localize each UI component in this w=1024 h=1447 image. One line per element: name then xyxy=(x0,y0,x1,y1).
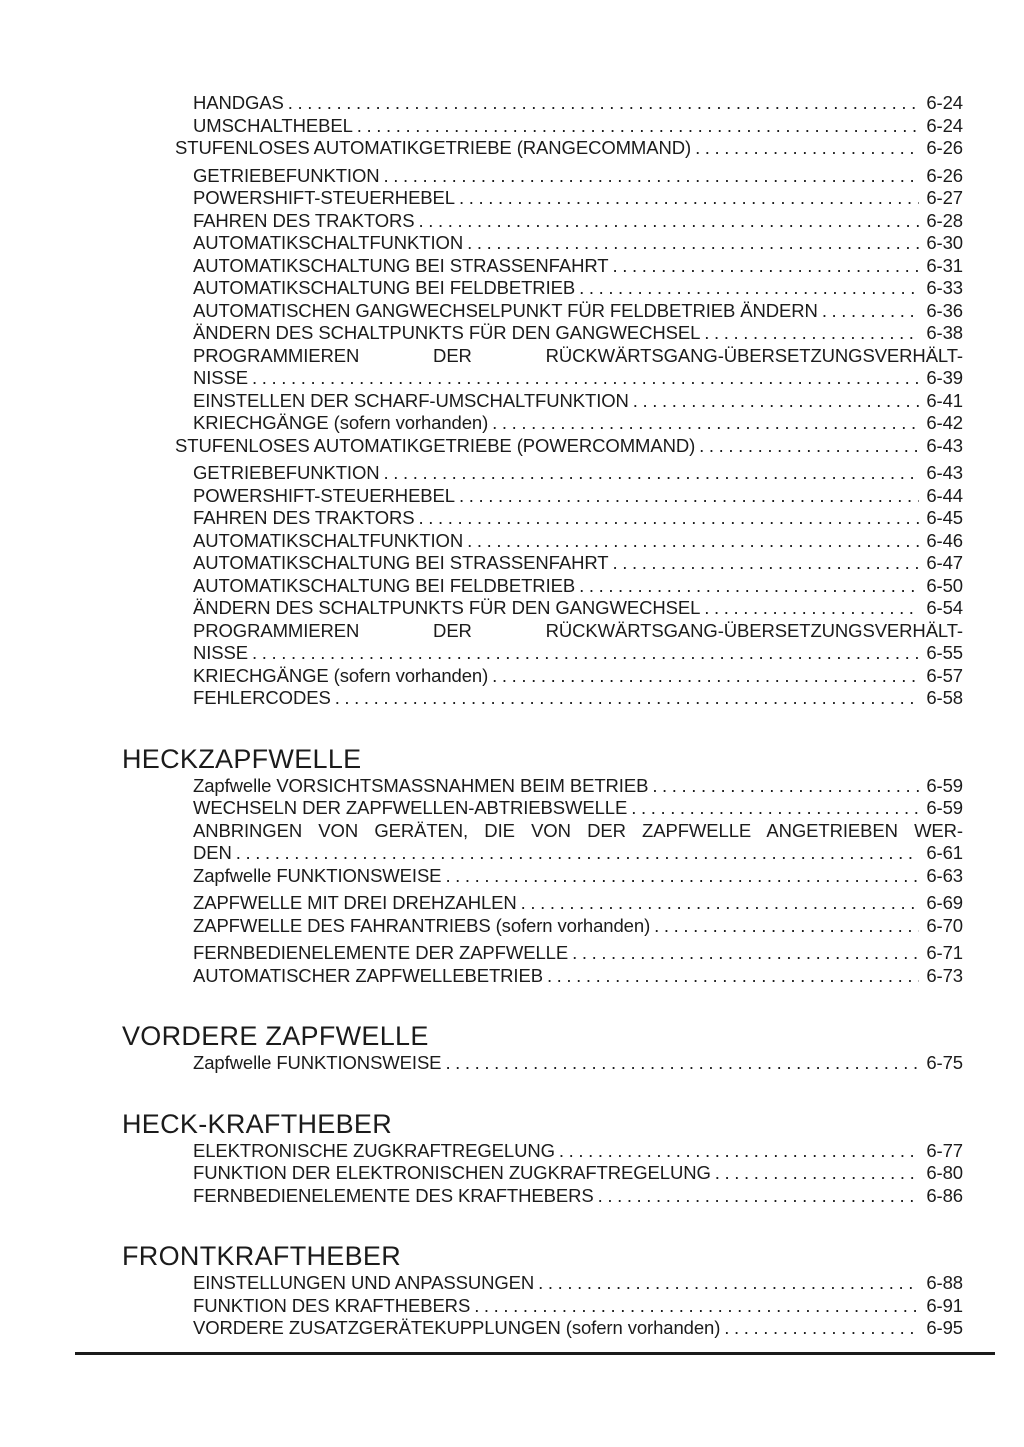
dot-leader xyxy=(695,137,919,160)
section-title: FRONTKRAFTHEBER xyxy=(122,1241,402,1271)
toc-entry xyxy=(193,165,963,188)
toc-entry xyxy=(193,530,963,553)
toc-entry-label: Zapfwelle VORSICHTSMASSNAHMEN BEIM BETRIEB xyxy=(193,774,649,796)
toc-entry-row xyxy=(193,965,963,988)
toc-entry-page: 6-24 xyxy=(926,92,963,113)
toc-entry-label: STUFENLOSES AUTOMATIKGETRIEBE (POWERCOMMAND) xyxy=(175,434,696,456)
toc-entry-row xyxy=(193,1052,963,1075)
toc-entry-page: 6-43 xyxy=(926,434,963,456)
toc-entry-label: Zapfwelle FUNKTIONSWEISE xyxy=(193,864,442,886)
toc-entry-label: NISSE xyxy=(193,367,249,388)
dot-leader xyxy=(467,232,919,255)
dot-leader xyxy=(579,277,919,300)
toc-entry-label: ELEKTRONISCHE ZUGKRAFTREGELUNG xyxy=(193,1139,555,1161)
toc-entry-page: 6-26 xyxy=(926,137,963,158)
toc-entry xyxy=(193,1140,963,1163)
toc-entry-row xyxy=(193,687,963,710)
toc-entry-label: FAHREN DES TRAKTORS xyxy=(193,209,415,231)
toc-entry-page: 6-28 xyxy=(926,209,963,231)
toc-entry xyxy=(193,210,963,233)
dot-leader xyxy=(598,1185,920,1208)
toc-entry-page: 6-45 xyxy=(926,507,963,528)
dot-leader xyxy=(384,462,920,485)
toc-entry xyxy=(193,277,963,300)
toc-entry-row xyxy=(193,187,963,210)
toc-entry-label: POWERSHIFT-STEUERHEBEL xyxy=(193,187,455,208)
toc-entry xyxy=(193,942,963,965)
toc-entry-row xyxy=(193,575,963,598)
dot-leader xyxy=(445,865,919,888)
toc-entry-row xyxy=(175,137,963,160)
dot-leader xyxy=(236,842,920,865)
footer-rule xyxy=(75,1352,995,1355)
toc-entry-label: AUTOMATIKSCHALTFUNKTION xyxy=(193,232,464,253)
toc-section xyxy=(0,745,963,988)
toc-entry-label: EINSTELLUNGEN UND ANPASSUNGEN xyxy=(193,1272,535,1293)
toc-entry-row xyxy=(193,412,963,435)
toc-entry-label: Zapfwelle FUNKTIONSWEISE xyxy=(193,1052,442,1073)
toc-entry xyxy=(193,965,963,988)
dot-leader xyxy=(633,390,920,413)
dot-leader xyxy=(652,775,919,798)
toc-entry xyxy=(193,1272,963,1295)
toc-entry-label: FAHREN DES TRAKTORS xyxy=(193,507,415,528)
toc-entry-row xyxy=(193,300,963,323)
toc-entry-page: 6-27 xyxy=(926,187,963,208)
section-title: HECK-KRAFTHEBER xyxy=(122,1108,393,1139)
toc-entry-row xyxy=(193,775,963,798)
toc-entry-row xyxy=(193,1185,963,1208)
toc-entry-row xyxy=(193,865,963,888)
toc-entry xyxy=(193,915,963,938)
toc-entry-label: ÄNDERN DES SCHALTPUNKTS FÜR DEN GANGWECHSEL xyxy=(193,597,701,618)
dot-leader xyxy=(335,687,920,710)
toc-entry-label: AUTOMATIKSCHALTUNG BEI FELDBETRIEB xyxy=(193,574,576,596)
toc-entry-row xyxy=(193,367,963,390)
toc-entry-page: 6-69 xyxy=(926,892,963,913)
toc-entry-row xyxy=(193,1317,963,1340)
toc-entry-page: 6-71 xyxy=(926,942,963,963)
toc-entry-row xyxy=(193,322,963,345)
toc-entry-page: 6-95 xyxy=(926,1317,963,1338)
dot-leader xyxy=(547,965,919,988)
dot-leader xyxy=(699,435,919,458)
toc-entry-page: 6-86 xyxy=(926,1184,963,1206)
section-title: HECKZAPFWELLE xyxy=(122,743,362,774)
toc-entry xyxy=(193,300,963,323)
toc-entry-row xyxy=(193,255,963,278)
dot-leader xyxy=(419,507,920,530)
toc-entry xyxy=(193,390,963,413)
dot-leader xyxy=(572,942,919,965)
dot-leader xyxy=(559,1140,919,1163)
toc-entry-label: ÄNDERN DES SCHALTPUNKTS FÜR DEN GANGWECHSEL xyxy=(193,322,701,343)
toc-section xyxy=(0,1242,963,1340)
toc-entry-label: VORDERE ZUSATZGERÄTEKUPPLUNGEN (sofern vorhanden) xyxy=(193,1317,721,1338)
toc-entry xyxy=(193,1162,963,1185)
toc-entry-page: 6-42 xyxy=(926,412,963,433)
toc-entry-label: GETRIEBEFUNKTION xyxy=(193,462,380,483)
toc-entry-label: AUTOMATIKSCHALTUNG BEI FELDBETRIEB xyxy=(193,277,576,298)
toc-entry-label: POWERSHIFT-STEUERHEBEL xyxy=(193,484,455,506)
toc-entry xyxy=(193,575,963,598)
toc-entry-row xyxy=(193,642,963,665)
toc-entry xyxy=(193,255,963,278)
toc-entry-row xyxy=(193,797,963,820)
toc-entry-row xyxy=(193,92,963,115)
toc-entry-page: 6-24 xyxy=(926,114,963,136)
toc-entry-page: 6-70 xyxy=(926,914,963,936)
toc-entry xyxy=(175,137,963,160)
dot-leader xyxy=(704,597,919,620)
toc-entry xyxy=(193,665,963,688)
toc-entry-page: 6-36 xyxy=(926,299,963,321)
toc-entry-row xyxy=(193,842,963,865)
toc-entry-label: FERNBEDIENELEMENTE DER ZAPFWELLE xyxy=(193,942,569,963)
dot-leader xyxy=(459,187,919,210)
toc-entry-row xyxy=(193,552,963,575)
toc-entry-row xyxy=(193,485,963,508)
dot-leader xyxy=(492,665,919,688)
dot-leader xyxy=(384,165,920,188)
dot-leader xyxy=(474,1295,919,1318)
toc-entry-label: GETRIEBEFUNKTION xyxy=(193,164,380,186)
toc-entry-page: 6-80 xyxy=(926,1162,963,1183)
toc-entry-row xyxy=(193,115,963,138)
dot-leader xyxy=(445,1052,919,1075)
toc-entry xyxy=(193,507,963,530)
toc-entry-page: 6-46 xyxy=(926,529,963,551)
toc-entry-row xyxy=(193,892,963,915)
toc-entry-page: 6-61 xyxy=(926,842,963,863)
toc-entry xyxy=(193,865,963,888)
toc-entry-label: EINSTELLEN DER SCHARF-UMSCHALTFUNKTION xyxy=(193,389,629,411)
dot-leader xyxy=(538,1272,919,1295)
toc-entry-label: FERNBEDIENELEMENTE DES KRAFTHEBERS xyxy=(193,1184,594,1206)
dot-leader xyxy=(654,915,919,938)
toc-entry-page: 6-59 xyxy=(926,797,963,818)
dot-leader xyxy=(357,115,920,138)
dot-leader xyxy=(288,92,920,115)
dot-leader xyxy=(612,255,919,278)
toc-entry-label-wrap: PROGRAMMIEREN DER RÜCKWÄRTSGANG-ÜBERSETZUNGSVERHÄLT- xyxy=(193,344,963,366)
toc-entry-row xyxy=(193,597,963,620)
toc-entry-label: KRIECHGÄNGE (sofern vorhanden) xyxy=(193,664,489,686)
toc-entry-page: 6-38 xyxy=(926,322,963,343)
toc-entry-label: NISSE xyxy=(193,642,249,663)
toc-entry-page: 6-54 xyxy=(926,597,963,618)
toc-entry-label-wrap: ANBRINGEN VON GERÄTEN, DIE VON DER ZAPFWELLE ANGETRIEBEN WER- xyxy=(193,819,963,841)
toc-entry-row xyxy=(193,232,963,255)
toc-entry-page: 6-50 xyxy=(926,574,963,596)
toc-entry-label: AUTOMATIKSCHALTUNG BEI STRASSENFAHRT xyxy=(193,552,609,573)
toc-entry xyxy=(193,1295,963,1318)
toc-entry-page: 6-55 xyxy=(926,642,963,663)
toc-section xyxy=(0,1022,963,1075)
toc-entry-label-wrap: PROGRAMMIEREN DER RÜCKWÄRTSGANG-ÜBERSETZUNGSVERHÄLT- xyxy=(193,619,963,641)
toc-entry xyxy=(193,775,963,798)
toc-entry-page: 6-59 xyxy=(926,774,963,796)
toc-entry-row xyxy=(193,462,963,485)
toc xyxy=(0,92,1024,1340)
toc-entry-page: 6-57 xyxy=(926,664,963,686)
toc-entry xyxy=(193,1317,963,1340)
toc-entry-page: 6-43 xyxy=(926,462,963,483)
toc-entry-row xyxy=(175,435,963,458)
toc-entry-page: 6-91 xyxy=(926,1294,963,1316)
toc-section xyxy=(0,92,963,710)
toc-entry-row xyxy=(193,1295,963,1318)
dot-leader xyxy=(724,1317,919,1340)
dot-leader xyxy=(704,322,919,345)
dot-leader xyxy=(715,1162,920,1185)
toc-entry-row xyxy=(193,665,963,688)
toc-entry-label: ZAPFWELLE MIT DREI DREHZAHLEN xyxy=(193,892,517,913)
toc-entry xyxy=(193,1185,963,1208)
toc-entry-label: AUTOMATIKSCHALTUNG BEI STRASSENFAHRT xyxy=(193,254,609,276)
toc-entry xyxy=(193,687,963,710)
toc-entry-page: 6-75 xyxy=(926,1052,963,1073)
toc-entry-page: 6-30 xyxy=(926,232,963,253)
toc-entry-row xyxy=(193,507,963,530)
toc-entry-page: 6-77 xyxy=(926,1139,963,1161)
toc-entry xyxy=(175,435,963,458)
toc-entry-label: DEN xyxy=(193,842,232,863)
toc-entry xyxy=(193,620,963,665)
toc-entry xyxy=(193,1052,963,1075)
toc-entry xyxy=(193,92,963,115)
toc-entry xyxy=(193,115,963,138)
toc-entry xyxy=(193,820,963,865)
toc-entry-row xyxy=(193,210,963,233)
dot-leader xyxy=(612,552,919,575)
toc-entry-row xyxy=(193,277,963,300)
dot-leader xyxy=(579,575,919,598)
toc-entry xyxy=(193,345,963,390)
toc-entry-page: 6-39 xyxy=(926,367,963,388)
toc-entry-page: 6-47 xyxy=(926,552,963,573)
toc-entry-page: 6-73 xyxy=(926,964,963,986)
dot-leader xyxy=(822,300,920,323)
toc-entry xyxy=(193,797,963,820)
toc-entry xyxy=(193,892,963,915)
toc-entry-label: ZAPFWELLE DES FAHRANTRIEBS (sofern vorhanden) xyxy=(193,914,651,936)
dot-leader xyxy=(467,530,919,553)
toc-entry-row xyxy=(193,1272,963,1295)
toc-entry-label: STUFENLOSES AUTOMATIKGETRIEBE (RANGECOMMAND) xyxy=(175,137,692,158)
toc-entry-row xyxy=(193,530,963,553)
dot-leader xyxy=(521,892,920,915)
toc-entry-page: 6-31 xyxy=(926,254,963,276)
toc-entry xyxy=(193,187,963,210)
toc-entry-page: 6-58 xyxy=(926,687,963,708)
toc-entry xyxy=(193,322,963,345)
toc-entry-row xyxy=(193,165,963,188)
toc-entry-row xyxy=(193,915,963,938)
toc-entry-page: 6-26 xyxy=(926,164,963,186)
toc-section xyxy=(0,1110,963,1208)
toc-entry-label: HANDGAS xyxy=(193,92,284,113)
toc-entry xyxy=(193,462,963,485)
toc-entry-label: UMSCHALTHEBEL xyxy=(193,114,353,136)
toc-entry-label: FEHLERCODES xyxy=(193,687,331,708)
toc-entry xyxy=(193,412,963,435)
toc-entry-row xyxy=(193,1162,963,1185)
toc-entry-page: 6-63 xyxy=(926,864,963,886)
toc-entry-row xyxy=(193,942,963,965)
dot-leader xyxy=(459,485,919,508)
section-title: VORDERE ZAPFWELLE xyxy=(122,1021,429,1051)
toc-entry-label: FUNKTION DES KRAFTHEBERS xyxy=(193,1294,471,1316)
toc-entry-label: FUNKTION DER ELEKTRONISCHEN ZUGKRAFTREGELUNG xyxy=(193,1162,711,1183)
toc-entry xyxy=(193,597,963,620)
dot-leader xyxy=(631,797,919,820)
toc-entry-row xyxy=(193,390,963,413)
toc-entry-label: KRIECHGÄNGE (sofern vorhanden) xyxy=(193,412,489,433)
toc-entry-page: 6-88 xyxy=(926,1272,963,1293)
dot-leader xyxy=(492,412,919,435)
toc-entry-label: WECHSELN DER ZAPFWELLEN-ABTRIEBSWELLE xyxy=(193,797,628,818)
toc-entry xyxy=(193,232,963,255)
toc-entry-page: 6-33 xyxy=(926,277,963,298)
toc-entry xyxy=(193,552,963,575)
toc-entry-row xyxy=(193,1140,963,1163)
toc-entry-label: AUTOMATISCHEN GANGWECHSELPUNKT FÜR FELDBETRIEB ÄNDERN xyxy=(193,299,818,321)
dot-leader xyxy=(252,642,919,665)
dot-leader xyxy=(419,210,920,233)
toc-entry-page: 6-41 xyxy=(926,389,963,411)
toc-entry-page: 6-44 xyxy=(926,484,963,506)
dot-leader xyxy=(252,367,919,390)
toc-entry-label: AUTOMATIKSCHALTFUNKTION xyxy=(193,529,464,551)
toc-entry-label: AUTOMATISCHER ZAPFWELLEBETRIEB xyxy=(193,964,543,986)
toc-entry xyxy=(193,485,963,508)
